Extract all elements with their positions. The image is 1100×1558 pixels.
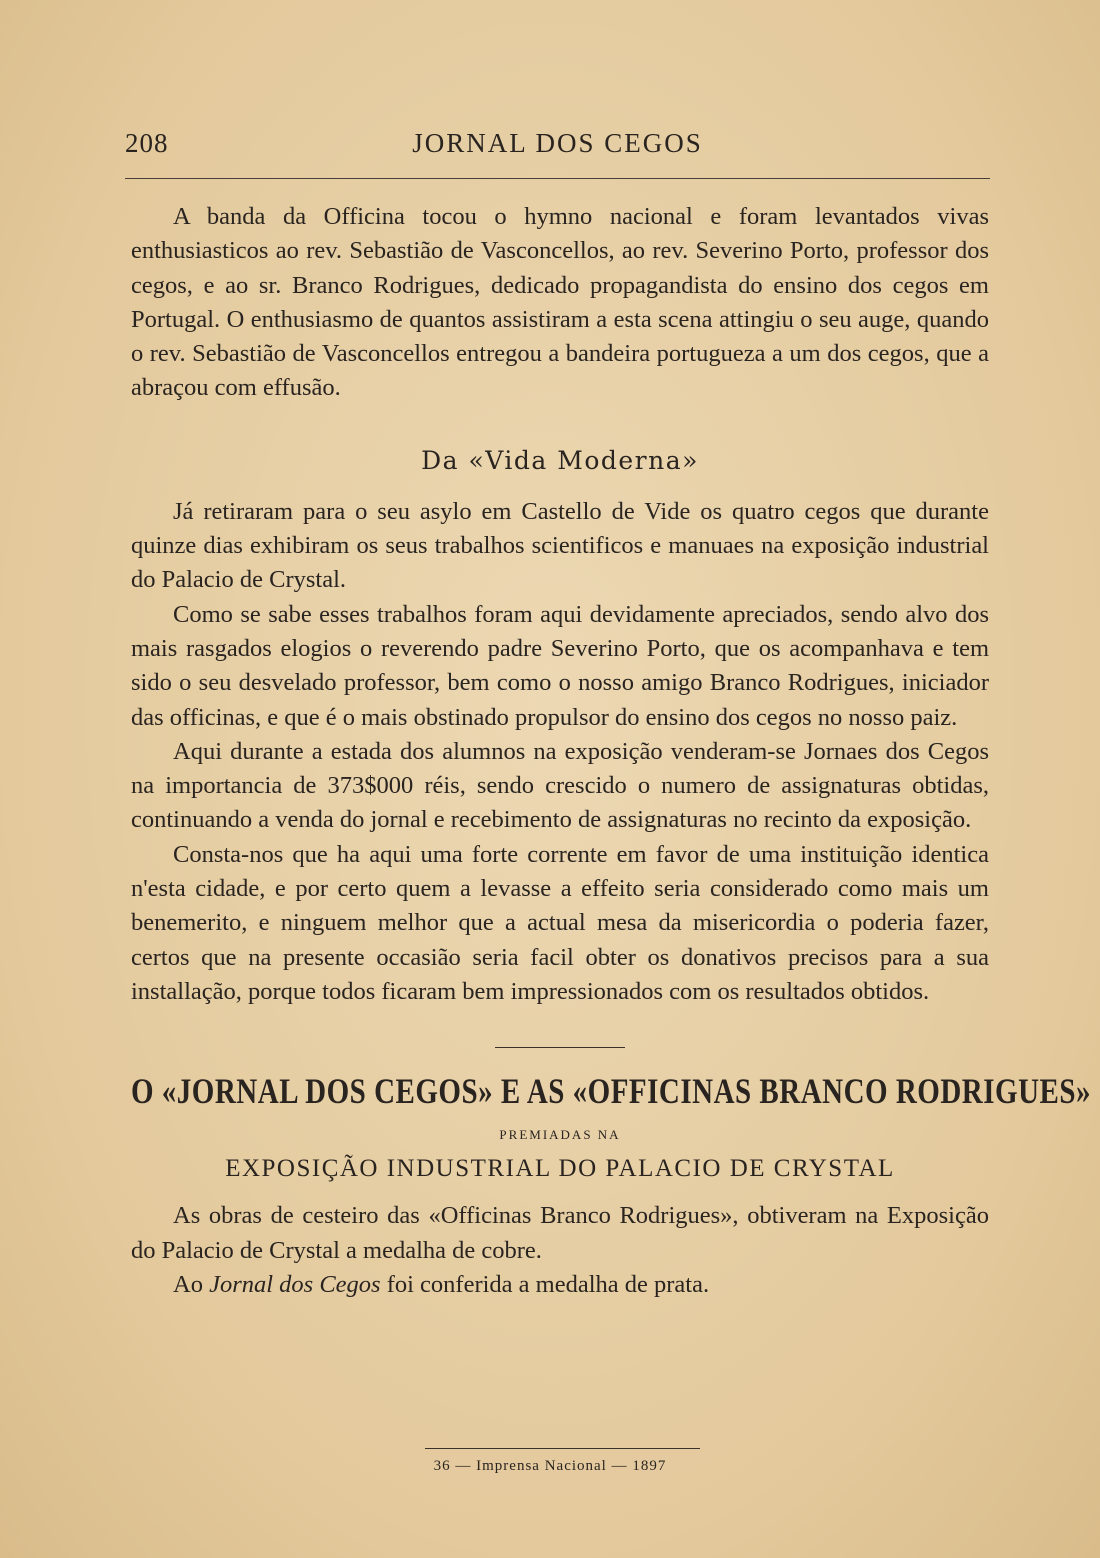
subtitle-exposicao: EXPOSIÇÃO INDUSTRIAL DO PALACIO DE CRYSTAL: [225, 1155, 895, 1183]
paragraph: Como se sabe esses trabalhos foram aqui devidamente apreciados, sendo alvo dos mais rasgados elogios o reverendo padre Severino Porto, que os acompanhava e tem sido o seu desvelado professor, bem como o nosso amigo Branco Rodrigues, iniciador das officinas, e que é o mais obstinado propulsor do ensino dos cegos no nosso paiz.: [131, 600, 989, 731]
page-number: 208: [125, 128, 169, 158]
section-separator: [495, 1047, 625, 1048]
paragraph-jornal: [131, 1268, 989, 1302]
intro-paragraph: A banda da Officina tocou o hymno nacional e foram levantados vivas enthusiasticos ao rev. Sebastião de Vasconcellos, ao rev. Severino Porto, professor dos cegos, e ao sr. Branco Rodrigues, dedicado propagandista do ensino dos cegos em Portugal. O enthusiasmo de quantos assistiram a esta scena attingiu o seu auge, quando o rev. Sebastião de Vasconcellos entregou a bandeira portugueza a um dos cegos, que a abraçou com effusão.: [131, 203, 989, 402]
imprint: 36 — Imprensa Nacional — 1897: [433, 1458, 667, 1474]
header-rule: [125, 178, 990, 179]
section-title-premiadas: O «JORNAL DOS CEGOS» E AS «OFFICINAS BRANCO RODRIGUES»: [131, 1072, 1091, 1113]
page-header: [125, 128, 990, 168]
paragraph: Já retiraram para o seu asylo em Castello de Vide os quatro cegos que durante quinze dias exhibiram os seus trabalhos scientificos e manuaes na exposição industrial do Palacio de Crystal.: [131, 497, 989, 594]
subtitle-premiadas-na: PREMIADAS NA: [499, 1127, 621, 1143]
text: foi conferida a medalha de prata.: [380, 1270, 710, 1298]
footer-rule: [425, 1448, 700, 1449]
paragraph: As obras de cesteiro das «Officinas Branco Rodrigues», obtiveram na Exposição do Palacio de Crystal a medalha de cobre.: [131, 1202, 989, 1264]
text: Ao: [173, 1270, 210, 1298]
section-title-vida-moderna: Da «Vida Moderna»: [421, 445, 699, 475]
running-title: JORNAL DOS CEGOS: [412, 128, 703, 158]
page-content: [131, 200, 1091, 1302]
paragraph: Consta-nos que ha aqui uma forte corrente em favor de uma instituição identica n'esta cidade, e por certo quem a levasse a effeito seria considerado como mais um benemerito, e ninguem melhor que a actual mesa da misericordia o poderia fazer, certos que na presente occasião seria facil obter os donativos precisos para a sua installação, porque todos ficaram bem impressionados com os resultados obtidos.: [131, 840, 989, 1005]
journal-name: Jornal dos Cegos: [209, 1270, 381, 1298]
paragraph: Aqui durante a estada dos alumnos na exposição venderam-se Jornaes dos Cegos na importancia de 373$000 réis, sendo crescido o numero de assignaturas obtidas, continuando a venda do jornal e recebimento de assignaturas no recinto da exposição.: [131, 737, 989, 834]
